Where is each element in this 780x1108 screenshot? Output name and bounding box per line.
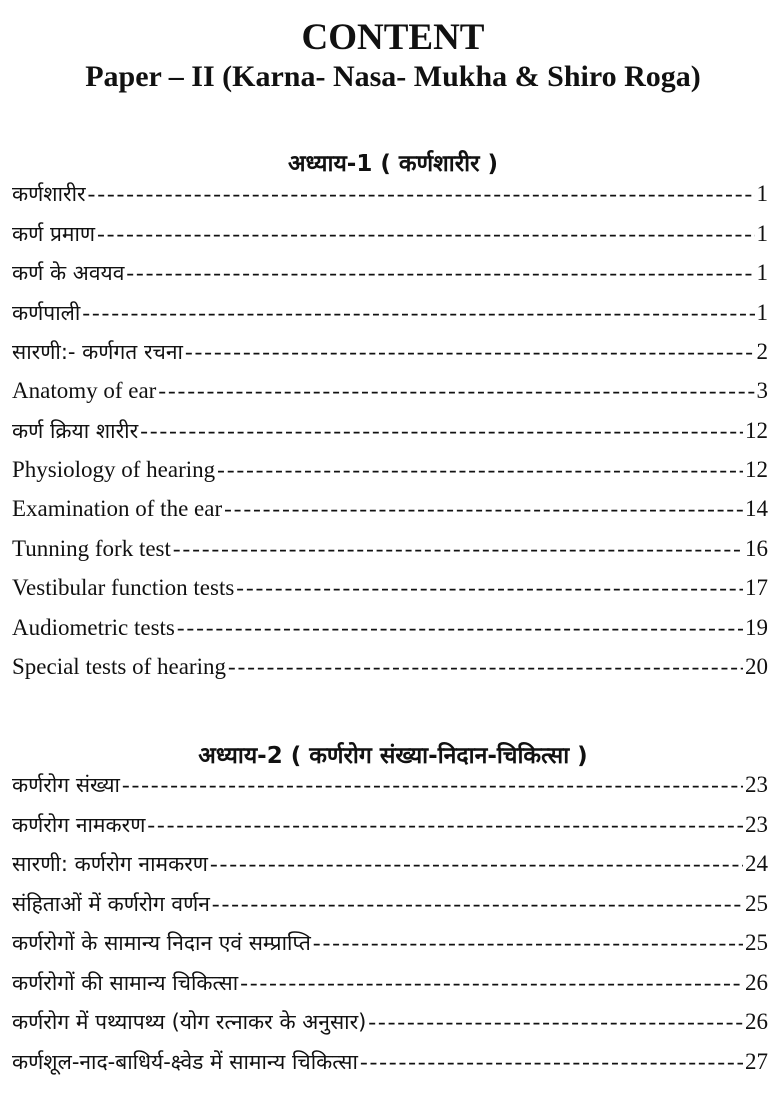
dot-leader: [140, 418, 743, 444]
toc-entry-title: सारणी:- कर्णगत रचना: [12, 340, 183, 364]
toc-entry-page: 23: [745, 811, 768, 837]
toc-entry: [12, 180, 768, 220]
toc-entry-title: कर्णरोगों की सामान्य चिकित्सा: [12, 970, 239, 995]
dot-leader: [210, 851, 743, 877]
toc-entry-title: Examination of the ear: [12, 496, 223, 521]
dot-leader: [360, 1049, 743, 1075]
dot-leader: [185, 339, 755, 365]
toc-entry: [12, 615, 768, 655]
dot-leader: [368, 1009, 743, 1035]
toc-entry-page: 17: [745, 575, 768, 600]
dot-leader: [97, 221, 754, 247]
toc-entry-title: Physiology of hearing: [12, 456, 216, 482]
toc-entry-page: 3: [756, 377, 768, 403]
toc-entry-title: कर्ण क्रिया शारीर: [12, 419, 139, 443]
toc-entry: [12, 654, 768, 694]
dot-leader: [126, 260, 754, 286]
toc-entry-page: 25: [745, 890, 768, 916]
toc-entry: [12, 259, 768, 299]
dot-leader: [240, 970, 743, 996]
chapter-1-heading: अध्याय-1 ( कर्णशारीर ): [287, 151, 499, 177]
toc-entry: [12, 890, 768, 930]
toc-entry: [12, 1048, 768, 1088]
toc-entry-title: कर्णशारीर: [12, 182, 86, 206]
toc-entry-title: Audiometric tests: [12, 614, 175, 640]
toc-entry-title: कर्णरोगों के सामान्य निदान एवं सम्प्राप्ति: [12, 931, 311, 955]
toc-entry-title: कर्ण के अवयव: [12, 261, 125, 285]
dot-leader: [224, 496, 743, 522]
toc-entry: [12, 575, 768, 615]
chapter-2-entries: [12, 771, 768, 1087]
dot-leader: [217, 457, 743, 483]
toc-entry: [12, 338, 768, 378]
dot-leader: [236, 575, 743, 601]
toc-entry: [12, 771, 768, 811]
toc-entry: [12, 969, 768, 1009]
toc-entry-page: 1: [756, 260, 768, 285]
toc-entry-page: 16: [745, 535, 768, 561]
toc-entry-page: 25: [745, 930, 768, 955]
toc-entry-page: 1: [756, 220, 768, 246]
toc-entry-page: 26: [745, 1009, 768, 1034]
dot-leader: [177, 615, 743, 641]
toc-entry: [12, 457, 768, 497]
page-subtitle: Paper – II (Karna- Nasa- Mukha & Shiro Roga): [85, 60, 701, 93]
dot-leader: [212, 891, 743, 917]
toc-entry-title: कर्णरोग में पथ्यापथ्य (योग रत्नाकर के अनुसार): [12, 1010, 367, 1034]
dot-leader: [313, 930, 743, 956]
toc-entry: [12, 378, 768, 418]
toc-entry-title: सारणी: कर्णरोग नामकरण: [12, 852, 208, 876]
toc-entry-page: 14: [745, 496, 768, 521]
toc-entry: [12, 850, 768, 890]
toc-entry: [12, 417, 768, 457]
dot-leader: [88, 181, 755, 207]
toc-entry-title: Anatomy of ear: [12, 377, 157, 403]
dot-leader: [173, 536, 743, 562]
toc-entry-title: कर्णरोग संख्या: [12, 773, 120, 797]
toc-entry-title: कर्ण प्रमाण: [12, 221, 96, 246]
toc-entry: [12, 811, 768, 851]
toc-entry: [12, 299, 768, 339]
toc-entry-page: 12: [745, 418, 768, 443]
toc-entry-title: Vestibular function tests: [12, 575, 235, 600]
toc-entry-page: 19: [745, 614, 768, 640]
toc-entry: [12, 496, 768, 536]
dot-leader: [82, 300, 754, 326]
toc-entry: [12, 220, 768, 260]
toc-entry-title: कर्णरोग नामकरण: [12, 812, 146, 837]
toc-entry-page: 20: [745, 654, 768, 679]
toc-entry-page: 2: [756, 339, 768, 364]
toc-entry-title: Special tests of hearing: [12, 654, 226, 679]
toc-entry-page: 23: [745, 772, 768, 797]
chapter-2-heading: अध्याय-2 ( कर्णरोग संख्या-निदान-चिकित्सा ): [198, 743, 588, 769]
toc-entry-title: Tunning fork test: [12, 535, 171, 561]
dot-leader: [122, 772, 743, 798]
toc-entry: [12, 1008, 768, 1048]
dot-leader: [147, 812, 743, 838]
toc-entry-page: 12: [745, 456, 768, 482]
dot-leader: [228, 654, 743, 680]
chapter-1-entries: [12, 180, 768, 694]
dot-leader: [158, 378, 754, 404]
toc-entry-page: 26: [745, 969, 768, 995]
toc-entry-title: कर्णपाली: [12, 300, 81, 325]
toc-entry-page: 1: [756, 299, 768, 325]
toc-entry: [12, 536, 768, 576]
page-title: CONTENT: [301, 17, 485, 58]
toc-entry-page: 24: [745, 851, 768, 876]
toc-entry-page: 27: [745, 1048, 768, 1074]
toc-entry-page: 1: [756, 181, 768, 206]
toc-entry-title: कर्णशूल-नाद-बाधिर्य-क्ष्वेड में सामान्य चिकित्सा: [12, 1049, 358, 1074]
toc-entry-title: संहिताओं में कर्णरोग वर्णन: [12, 891, 210, 916]
toc-entry: [12, 929, 768, 969]
